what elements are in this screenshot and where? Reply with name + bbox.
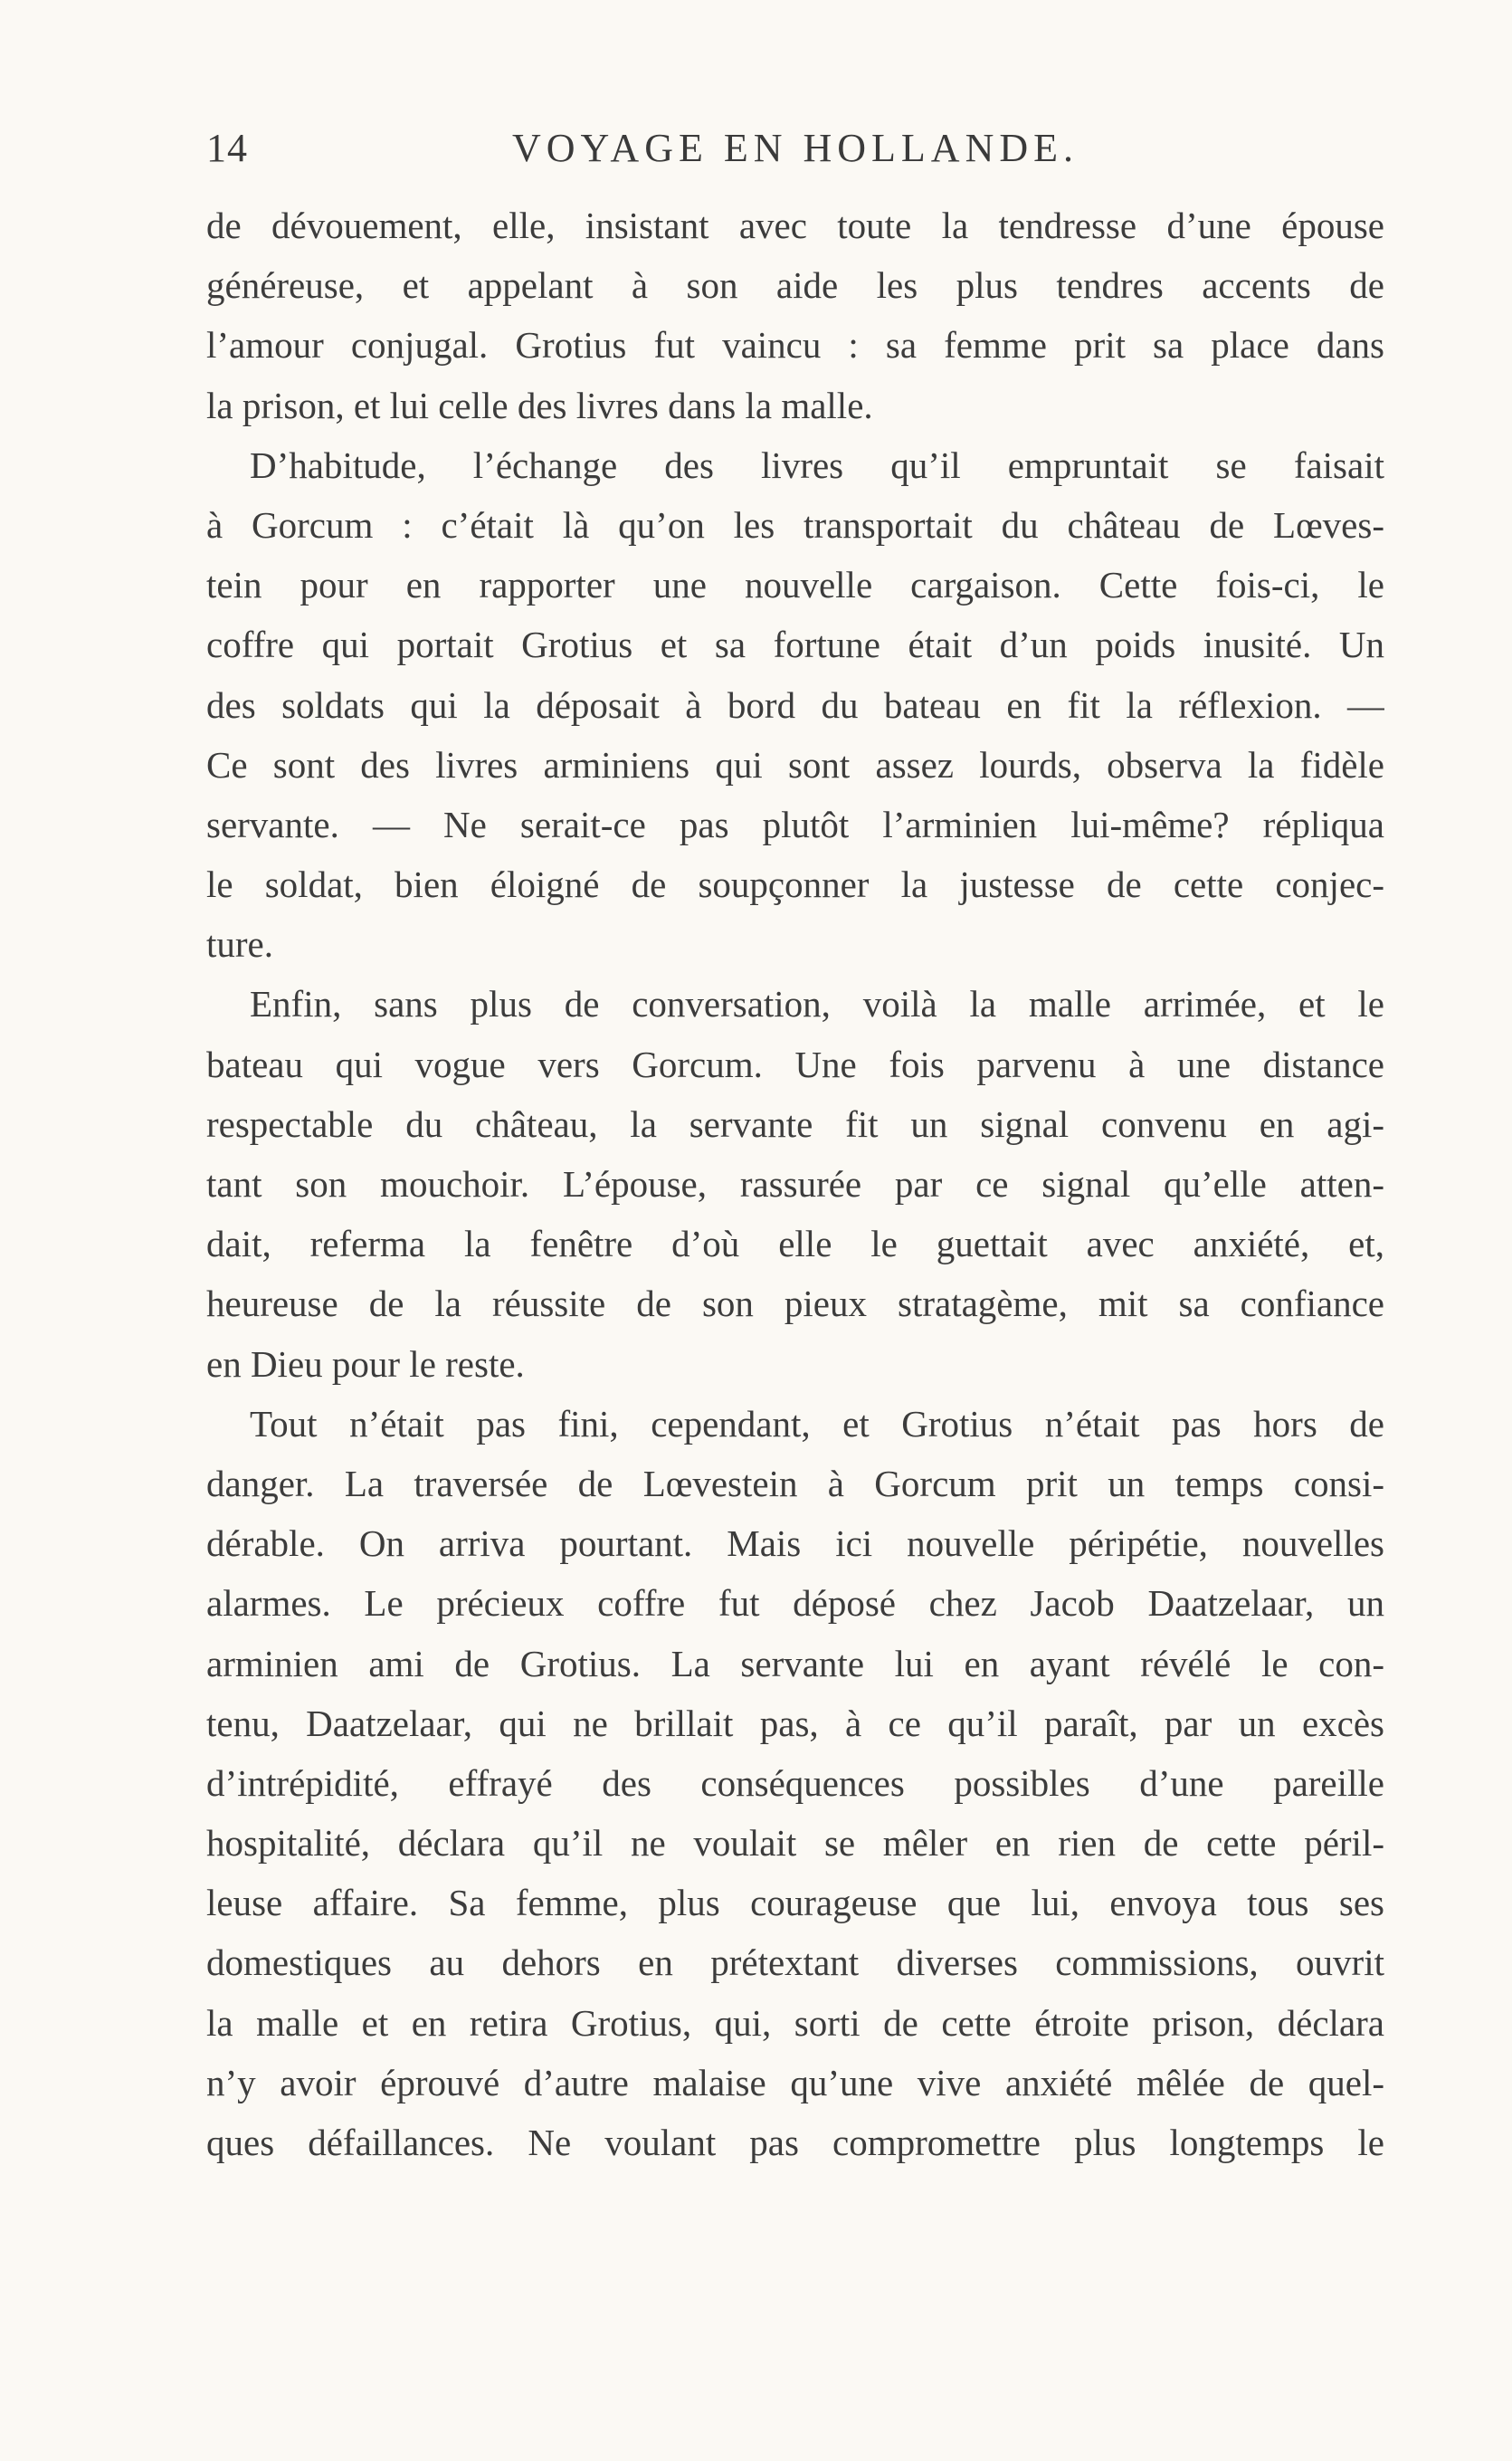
text-line: la malle et en retira Grotius, qui, sorti de cette étroite prison, déclara [206,2001,1384,2044]
text-line: des soldats qui la déposait à bord du bateau en fit la réflexion. — [206,683,1384,726]
text-line: Tout n’était pas fini, cependant, et Grotius n’était pas hors de [250,1402,1384,1445]
text-line: bateau qui vogue vers Gorcum. Une fois parvenu à une distance [206,1043,1384,1085]
text-line: ture. [206,923,273,966]
text-line: heureuse de la réussite de son pieux stratagème, mit sa confiance [206,1283,1384,1325]
text-line: d’intrépidité, effrayé des conséquences possibles d’une pareille [206,1761,1384,1804]
text-line: la prison, et lui celle des livres dans la malle. [206,384,873,426]
text-line: tenu, Daatzelaar, qui ne brillait pas, à ce qu’il paraît, par un excès [206,1702,1384,1744]
page-number: 14 [206,126,248,170]
text-line: servante. — Ne serait-ce pas plutôt l’arminien lui-même? répliqua [206,803,1384,845]
text-line: leuse affaire. Sa femme, plus courageuse que lui, envoya tous ses [206,1882,1384,1924]
text-line: dait, referma la fenêtre d’où elle le guettait avec anxiété, et, [206,1223,1384,1265]
text-line: de dévouement, elle, insistant avec toute la tendresse d’une épouse [206,205,1384,246]
text-line: domestiques au dehors en prétextant diverses commissions, ouvrit [206,1941,1384,1984]
text-line: l’amour conjugal. Grotius fut vaincu : sa femme prit sa place dans [206,324,1384,367]
text-line: ques défaillances. Ne voulant pas compromettre plus longtemps le [206,2122,1384,2163]
text-line: dérable. On arriva pourtant. Mais ici nouvelle péripétie, nouvelles [206,1522,1384,1565]
text-line: tein pour en rapporter une nouvelle cargaison. Cette fois-ci, le [206,564,1384,606]
page-header [206,125,1384,179]
text-line: Ce sont des livres arminiens qui sont assez lourds, observa la fidèle [206,743,1384,786]
text-line: à Gorcum : c’était là qu’on les transportait du château de Lœves- [206,503,1384,546]
text-line: coffre qui portait Grotius et sa fortune était d’un poids inusité. Un [206,624,1384,666]
text-line: respectable du château, la servante fit un signal convenu en agi- [206,1102,1384,1145]
text-line: hospitalité, déclara qu’il ne voulait se mêler en rien de cette péril- [206,1822,1384,1865]
text-line: le soldat, bien éloigné de soupçonner la justesse de cette conjec- [206,863,1384,906]
text-line: alarmes. Le précieux coffre fut déposé chez Jacob Daatzelaar, un [206,1582,1384,1625]
text-line: arminien ami de Grotius. La servante lui en ayant révélé le con- [206,1642,1384,1684]
running-title: VOYAGE EN HOLLANDE. [511,126,1079,170]
text-line: en Dieu pour le reste. [206,1342,525,1385]
text-line: tant son mouchoir. L’épouse, rassurée par ce signal qu’elle atten- [206,1163,1384,1205]
text-line: danger. La traversée de Lœvestein à Gorcum prit un temps consi- [206,1462,1384,1504]
text-line: Enfin, sans plus de conversation, voilà la malle arrimée, et le [250,983,1384,1025]
text-line: D’habitude, l’échange des livres qu’il empruntait se faisait [250,444,1384,486]
text-line: généreuse, et appelant à son aide les plus tendres accents de [206,264,1384,307]
text-line: n’y avoir éprouvé d’autre malaise qu’une vive anxiété mêlée de quel- [206,2061,1384,2103]
body-text [206,196,1384,2172]
